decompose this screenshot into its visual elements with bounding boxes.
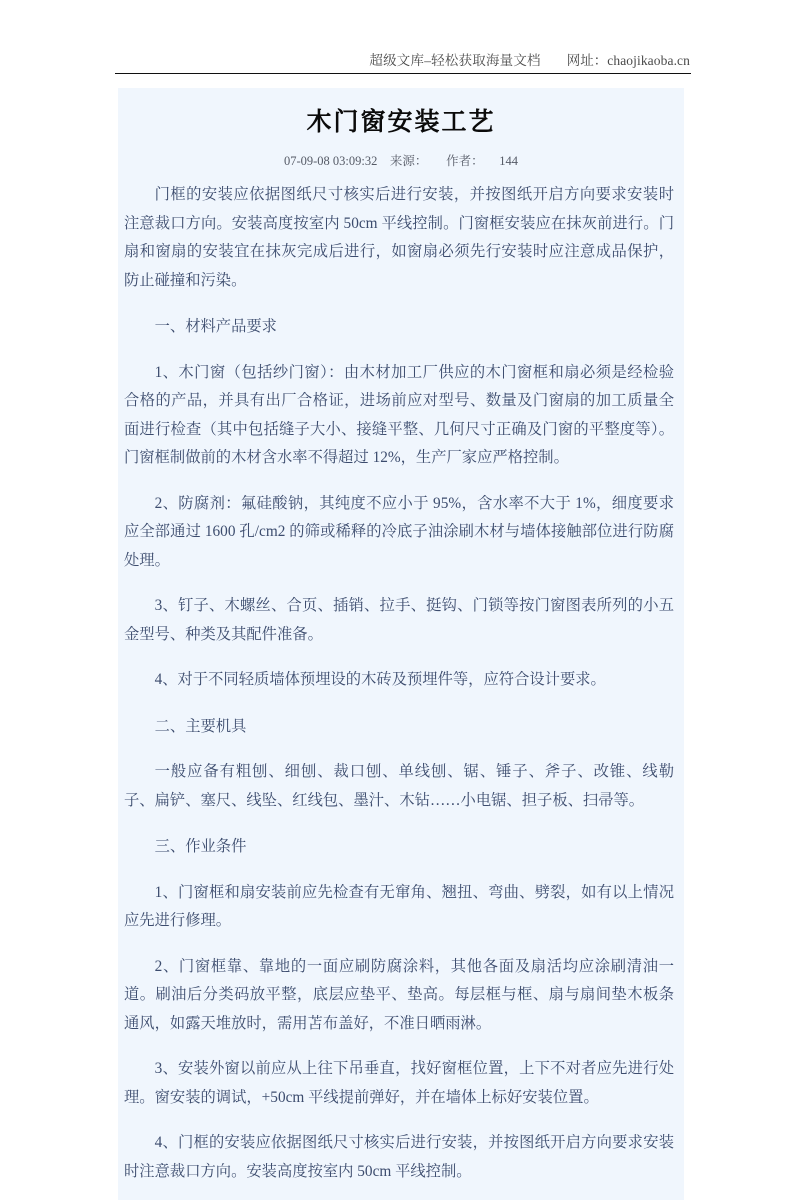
body-paragraph: 4、对于不同轻质墙体预埋设的木砖及预埋件等，应符合设计要求。 (154, 671, 606, 688)
body-paragraph: 门框的安装应依据图纸尺寸核实后进行安装，并按图纸开启方向要求安装时注意裁口方向。安装高度按室内 50cm 平线控制。门窗框安装应在抹灰前进行。门扇和窗扇的安装宜在抹灰完成后进行，如窗扇必须先行安装时应注意成品保护，防止碰撞和污染。 (124, 186, 674, 289)
body-paragraph: 1、木门窗（包括纱门窗）：由木材加工厂供应的木门窗框和扇必须是经检验合格的产品，并具有出厂合格证，进场前应对型号、数量及门窗扇的加工质量全面进行检查（其中包括缝子大小、接缝平整、几何尺寸正确及门窗的平整度等）。门窗框制做前的木材含水率不得超过 12%，生产厂家应严格控制。 (124, 363, 674, 466)
body-paragraph: 4、门框的安装应依据图纸尺寸核实后进行安装，并按图纸开启方向要求安装时注意裁口方向。安装高度按室内 50cm 平线控制。 (124, 1134, 674, 1180)
body-paragraph: 3、钉子、木螺丝、合页、插销、拉手、挺钩、门锁等按门窗图表所列的小五金型号、种类及其配件准备。 (124, 597, 674, 643)
body-paragraph: 2、防腐剂：氟硅酸钠，其纯度不应小于 95%，含水率不大于 1%，细度要求应全部通过 1600 孔/cm2 的筛或稀释的冷底子油涂刷木材与墙体接触部位进行防腐处理。 (124, 494, 674, 569)
site-url-value: chaojikaoba.cn (607, 53, 690, 68)
body-paragraph: 2、门窗框靠、靠地的一面应刷防腐涂料，其他各面及扇活均应涂刷清油一道。刷油后分类码放平整，底层应垫平、垫高。每层框与框、扇与扇间垫木板条通风，如露天堆放时，需用苫布盖好，不准日晒雨淋。 (124, 957, 674, 1032)
section-heading: 一、材料产品要求 (154, 318, 277, 335)
article-content-block (118, 88, 684, 1200)
article-meta: 07-09-08 03:09:32 来源： 作者： 144 (283, 154, 519, 168)
body-paragraph: 一般应备有粗刨、细刨、裁口刨、单线刨、锯、锤子、斧子、改锥、线勒子、扁铲、塞尺、线坠、红线包、墨汁、木钻……小电锯、担子板、扫帚等。 (124, 763, 674, 809)
running-header (115, 52, 690, 74)
site-url-group (567, 52, 690, 70)
site-brand-text: 超级文库–轻松获取海量文档 (369, 53, 541, 68)
page-title: 木门窗安装工艺 (306, 109, 496, 136)
header-divider-rule (115, 73, 691, 74)
section-heading: 二、主要机具 (154, 717, 247, 735)
article-body (118, 181, 684, 1186)
section-heading: 三、作业条件 (154, 838, 247, 855)
body-paragraph: 1、门窗框和扇安装前应先检查有无窜角、翘扭、弯曲、劈裂，如有以上情况应先进行修理。 (124, 883, 674, 929)
site-url-label: 网址： (566, 53, 608, 68)
body-paragraph: 3、安装外窗以前应从上往下吊垂直，找好窗框位置，上下不对者应先进行处理。窗安装的调试，+50cm 平线提前弹好，并在墙体上标好安装位置。 (124, 1060, 674, 1106)
